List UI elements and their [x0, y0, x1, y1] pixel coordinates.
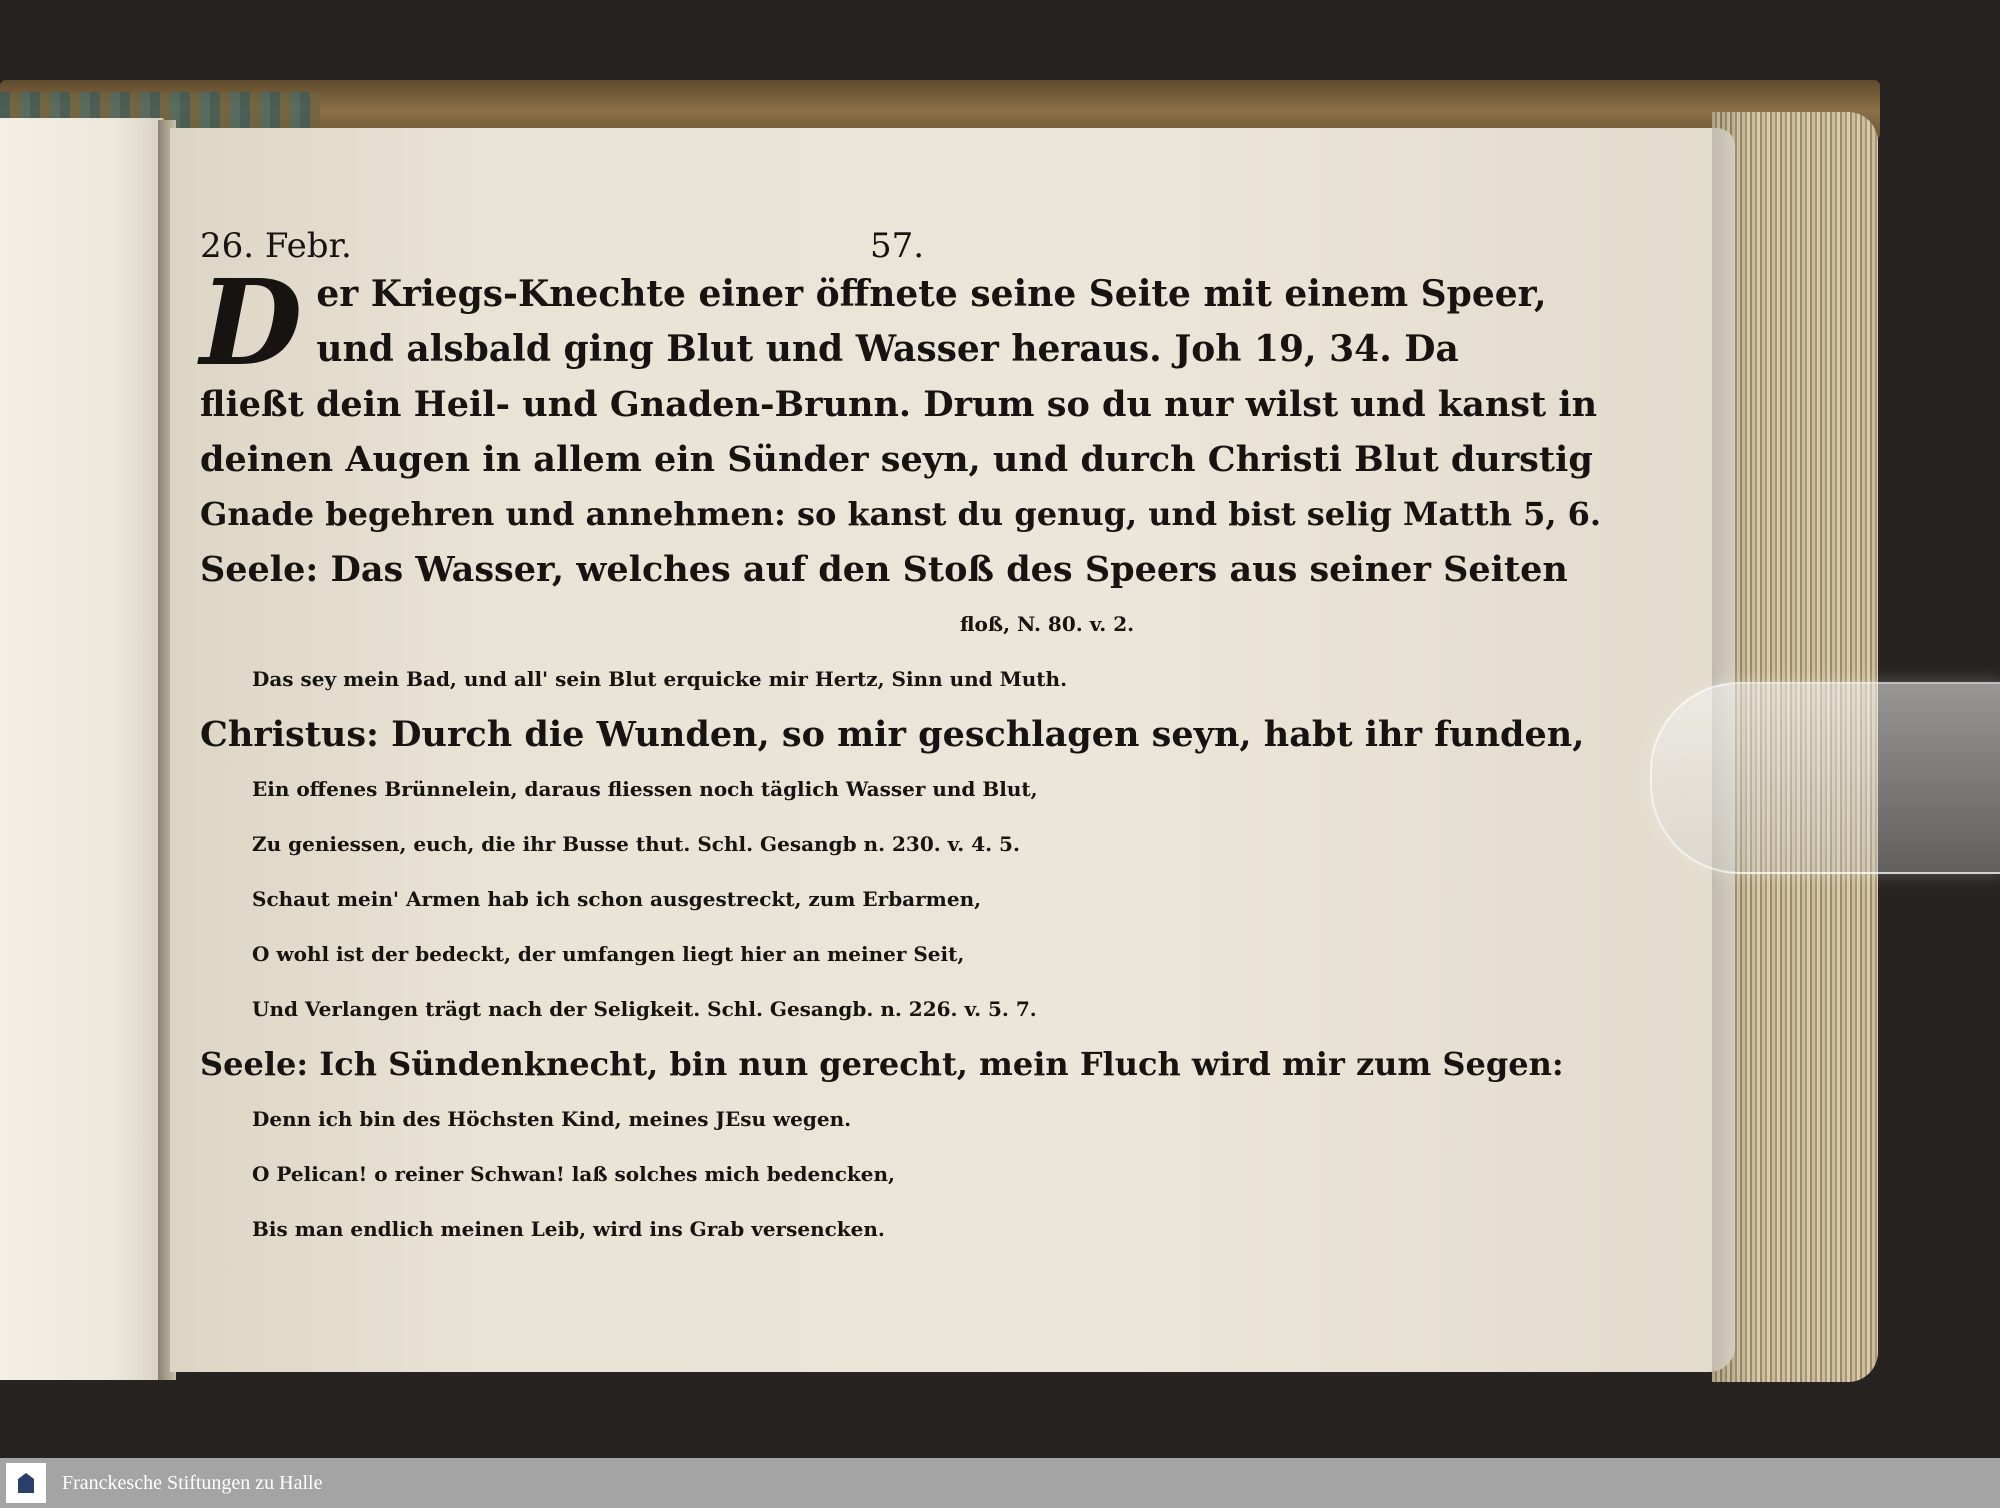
page-text: [200, 225, 1600, 1257]
institution-logo-icon: [6, 1463, 46, 1503]
text-line: Seele: Ich Sündenknecht, bin nun gerecht, mein Fluch wird mir zum Segen:: [200, 1045, 1564, 1083]
text-line: Gnade begehren und annehmen: so kanst du genug, und bist selig Matth 5, 6.: [200, 495, 1602, 533]
page-holder-clip: [1650, 682, 2000, 874]
logo-mark: [18, 1473, 34, 1493]
text-line: deinen Augen in allem ein Sünder seyn, und durch Christi Blut durstig: [200, 439, 1593, 480]
text-line: O wohl ist der bedeckt, der umfangen liegt hier an meiner Seit,: [252, 942, 965, 966]
text-line: Zu geniessen, euch, die ihr Busse thut. Schl. Gesangb n. 230. v. 4. 5.: [252, 832, 1020, 856]
text-line: Und Verlangen trägt nach der Seligkeit. Schl. Gesangb. n. 226. v. 5. 7.: [252, 997, 1037, 1021]
page-number: 57.: [870, 226, 925, 266]
drop-cap: D: [200, 253, 303, 392]
text-line: Christus: Durch die Wunden, so mir geschlagen seyn, habt ihr funden,: [200, 714, 1585, 755]
page-header: [200, 225, 1600, 267]
text-line: Das sey mein Bad, und all' sein Blut erquicke mir Hertz, Sinn und Muth.: [252, 667, 1068, 691]
text-line: er Kriegs-Knechte einer öffnete seine Seite mit einem Speer,: [316, 273, 1547, 315]
text-line: fließt dein Heil- und Gnaden-Brunn. Drum so du nur wilst und kanst in: [200, 384, 1598, 425]
page-date: 26. Febr.: [200, 226, 352, 266]
text-line: Bis man endlich meinen Leib, wird ins Grab versencken.: [252, 1217, 885, 1241]
text-line: Denn ich bin des Höchsten Kind, meines JEsu wegen.: [252, 1107, 852, 1131]
text-line: O Pelican! o reiner Schwan! laß solches mich bedencken,: [252, 1162, 896, 1186]
left-page: [0, 118, 164, 1380]
text-line: Seele: Das Wasser, welches auf den Stoß des Speers aus seiner Seiten: [200, 549, 1568, 590]
text-line: Schaut mein' Armen hab ich schon ausgestreckt, zum Erbarmen,: [252, 887, 982, 911]
footer-label: Franckesche Stiftungen zu Halle: [62, 1472, 323, 1494]
text-line: und alsbald ging Blut und Wasser heraus. Joh 19, 34. Da: [316, 328, 1459, 370]
text-line: Ein offenes Brünnelein, daraus fliessen noch täglich Wasser und Blut,: [252, 777, 1038, 801]
footer-bar: [0, 1458, 2000, 1508]
text-line: floß, N. 80. v. 2.: [960, 612, 1135, 636]
